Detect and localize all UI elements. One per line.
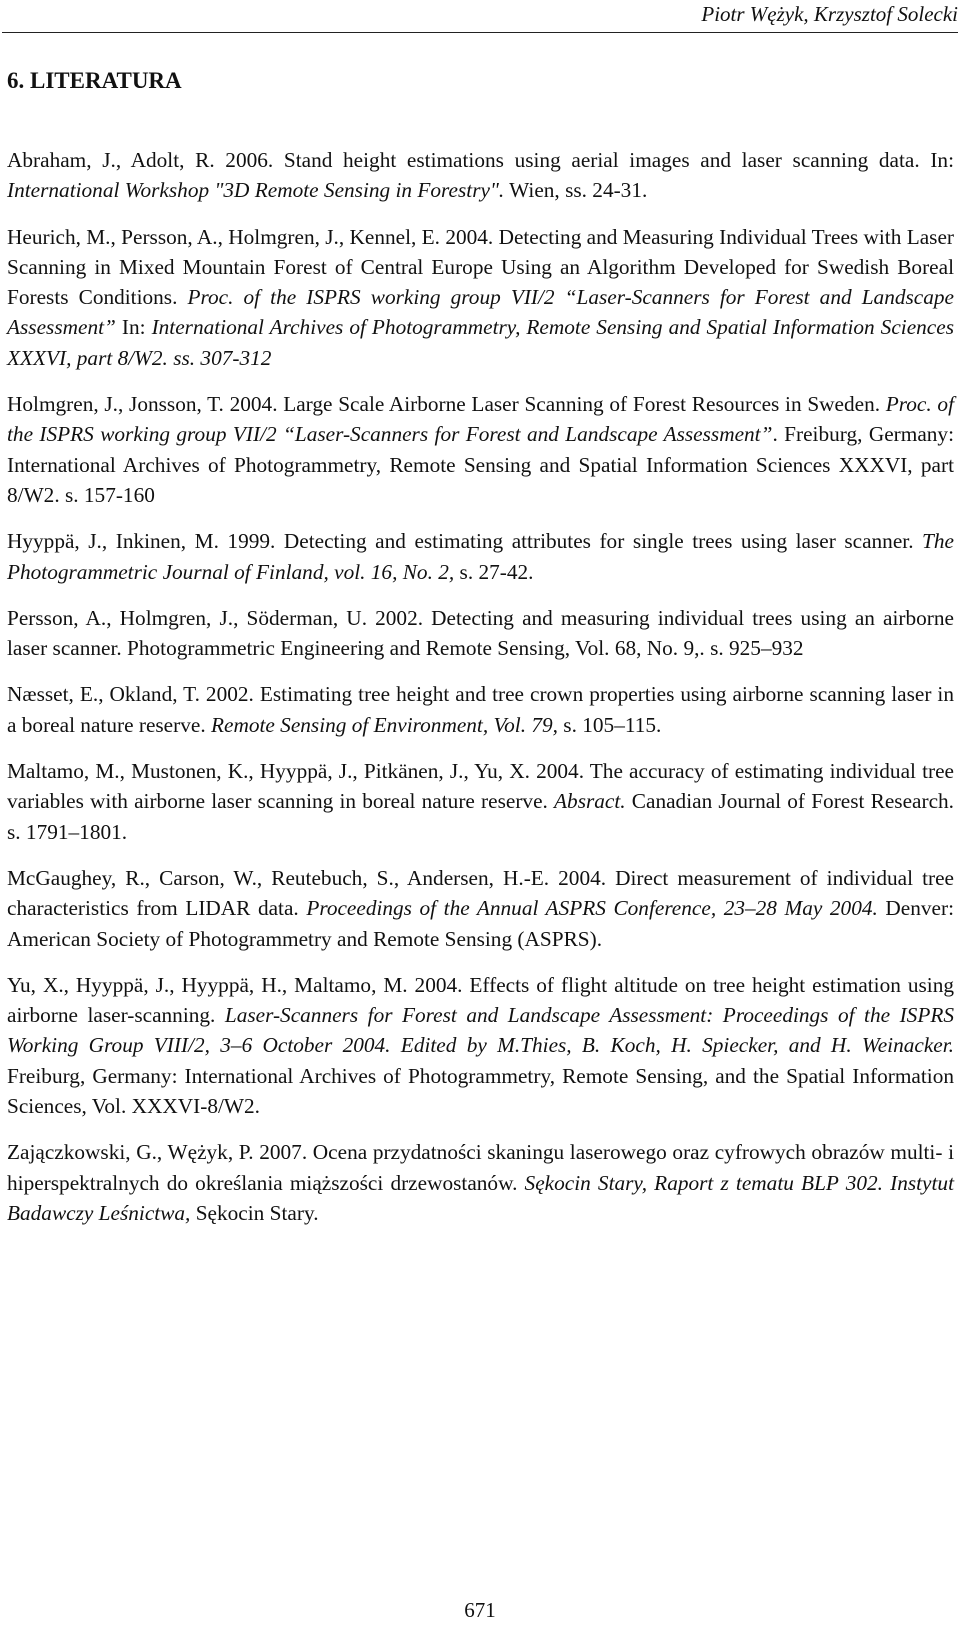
reference-italic-text: Proceedings of the Annual ASPRS Conference, 23–28 May 2004. — [306, 896, 878, 921]
reference-text: Freiburg, Germany: International Archives of Photogrammetry, Remote Sensing, and the Spatial Information Sciences, Vol. XXXVI-8/W2. — [7, 1063, 954, 1119]
reference-entry — [7, 526, 954, 587]
reference-entry — [7, 389, 954, 510]
running-header: Piotr Wężyk, Krzysztof Solecki — [701, 2, 958, 26]
reference-text: s. 27-42. — [454, 559, 534, 584]
page-number: 671 — [464, 1598, 496, 1622]
reference-text: Sękocin Stary. — [190, 1200, 319, 1225]
reference-text: McGaughey, R., Carson, W., Reutebuch, S., Andersen, H.-E. 2004. Direct measurement of individual tree characteristics from LIDAR data. — [7, 865, 954, 921]
reference-italic-text: Sękocin Stary, Raport z tematu BLP 302. Instytut Badawczy Leśnictwa, — [7, 1170, 954, 1225]
section-heading: 6. LITERATURA — [7, 68, 182, 93]
reference-text: In: — [115, 315, 152, 340]
reference-list — [7, 145, 954, 1244]
reference-text: . Freiburg, Germany: International Archives of Photogrammetry, Remote Sensing and Spatial Information Sciences XXXVI, part 8/W2. s. 157-160 — [7, 422, 954, 507]
reference-entry — [7, 679, 954, 740]
reference-text: Persson, A., Holmgren, J., Söderman, U. 2002. Detecting and measuring individual trees using an airborne laser scanner. Photogrammetric Engineering and Remote Sensing, Vol. 68, No. 9,. s. 925–932 — [7, 605, 954, 661]
reference-entry — [7, 222, 954, 373]
reference-entry — [7, 145, 954, 206]
header-rule — [2, 32, 958, 33]
reference-text: Canadian Journal of Forest Research. s. 1791–1801. — [7, 789, 954, 844]
reference-entry — [7, 863, 954, 954]
reference-entry — [7, 1137, 954, 1228]
reference-italic-text: Proc. of the ISPRS working group VII/2 “Laser-Scanners for Forest and Landscape Assessment” — [7, 285, 954, 340]
reference-text: Næsset, E., Okland, T. 2002. Estimating tree height and tree crown properties using airborne scanning laser in a boreal nature reserve. — [7, 682, 954, 737]
reference-text: Denver: American Society of Photogrammetry and Remote Sensing (ASPRS). — [7, 896, 954, 951]
reference-italic-text: Laser-Scanners for Forest and Landscape Assessment: Proceedings of the ISPRS Working Group VIII/2, 3–6 October 2004. Edited by M.Thies, B. Koch, H. Spiecker, and H. Weinacker. — [7, 1003, 954, 1058]
reference-italic-text: International Archives of Photogrammetry, Remote Sensing and Spatial Information Sciences XXXVI, part 8/W2. ss. 307-312 — [7, 315, 954, 370]
reference-text: Maltamo, M., Mustonen, K., Hyyppä, J., Pitkänen, J., Yu, X. 2004. The accuracy of estimating individual tree variables with airborne laser scanning in boreal nature reserve. — [7, 759, 954, 814]
reference-text: Yu, X., Hyyppä, J., Hyyppä, H., Maltamo, M. 2004. Effects of flight altitude on tree height estimation using airborne laser-scanning. — [7, 972, 954, 1028]
reference-text: Abraham, J., Adolt, R. 2006. Stand height estimations using aerial images and laser scanning data. In: — [7, 148, 954, 172]
reference-italic-text: Absract. — [554, 789, 626, 814]
reference-italic-text: Remote Sensing of Environment, Vol. 79, — [210, 712, 558, 737]
reference-entry — [7, 603, 954, 664]
reference-text: Wien, ss. 24-31. — [504, 178, 648, 203]
reference-italic-text: The Photogrammetric Journal of Finland, vol. 16, No. 2, — [7, 529, 954, 584]
reference-italic-text: International Workshop "3D Remote Sensing in Forestry". — [7, 178, 505, 203]
reference-italic-text: Proc. of the ISPRS working group VII/2 “Laser-Scanners for Forest and Landscape Assessment” — [7, 392, 954, 447]
reference-entry — [7, 756, 954, 847]
reference-text: Holmgren, J., Jonsson, T. 2004. Large Scale Airborne Laser Scanning of Forest Resources in Sweden. — [7, 392, 886, 417]
reference-text: Zajączkowski, G., Wężyk, P. 2007. Ocena przydatności skaningu laserowego oraz cyfrowych obrazów multi- i hiperspektralnych do określania miąższości drzewostanów. — [7, 1140, 954, 1195]
reference-text: s. 105–115. — [557, 712, 662, 737]
reference-entry — [7, 970, 954, 1121]
reference-text: Hyyppä, J., Inkinen, M. 1999. Detecting and estimating attributes for single trees using laser scanner. — [7, 529, 923, 554]
reference-text: Heurich, M., Persson, A., Holmgren, J., Kennel, E. 2004. Detecting and Measuring Individual Trees with Laser Scanning in Mixed Mountain Forest of Central Europe Using an Algorithm Developed for Swedish Boreal Forests Conditions. — [7, 224, 954, 310]
